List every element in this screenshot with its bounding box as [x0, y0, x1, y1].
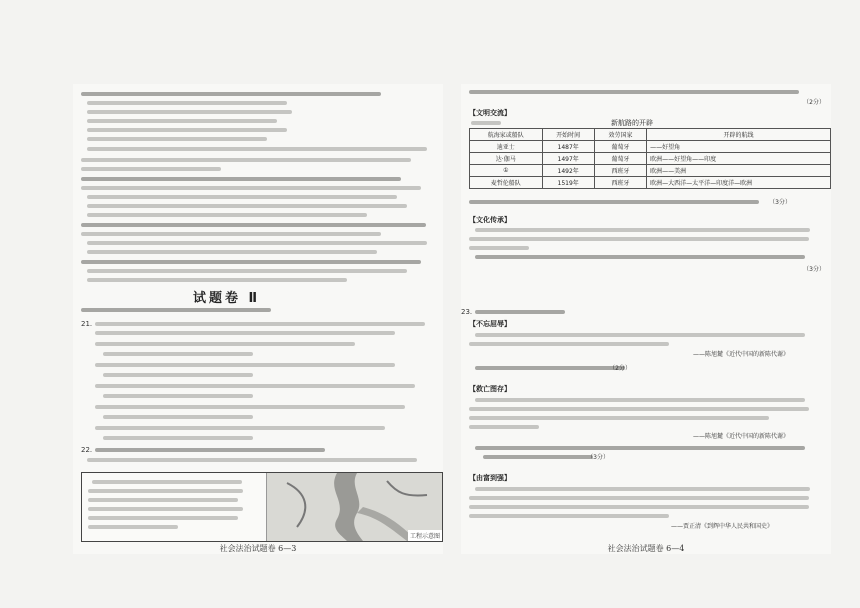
option-line — [87, 204, 407, 208]
material-line — [469, 246, 529, 250]
table-cell: 欧洲——好望角——印度 — [647, 153, 831, 165]
option-line — [87, 195, 397, 199]
statement-line — [95, 405, 405, 409]
choices-line — [87, 147, 427, 151]
material-line — [81, 167, 221, 171]
table-caption: 新航路的开辟 — [611, 119, 653, 127]
table-cell: 达·伽马 — [470, 153, 543, 165]
score: （3分） — [769, 199, 791, 206]
option-line — [87, 278, 347, 282]
option-line — [87, 110, 292, 114]
question-23-number: 23. — [461, 308, 473, 316]
question-2-line — [469, 200, 759, 204]
question-19-line — [81, 232, 381, 236]
question-19-line — [81, 223, 426, 227]
table-cell: 1492年 — [542, 165, 594, 177]
table-cell: ——好望角 — [647, 141, 831, 153]
statement-line — [95, 363, 395, 367]
project-map — [266, 473, 442, 541]
table-cell: 1519年 — [542, 177, 594, 189]
score: （3分） — [587, 454, 609, 461]
table-cell: 葡萄牙 — [594, 153, 646, 165]
table-cell: 西班牙 — [594, 177, 646, 189]
answer-line — [103, 373, 253, 377]
table-cell: 迪亚士 — [470, 141, 543, 153]
answer-line — [103, 415, 253, 419]
question-23-line — [475, 310, 565, 314]
question-21-line — [95, 331, 395, 335]
material-line — [469, 342, 669, 346]
question-21-line — [95, 322, 425, 326]
statement-line — [95, 426, 385, 430]
table-header: 开辟的航线 — [647, 129, 831, 141]
project-box — [81, 472, 443, 542]
table-cell: 欧洲——美洲 — [647, 165, 831, 177]
table-cell: 葡萄牙 — [594, 141, 646, 153]
page-footer: 社会法治试题卷 6—3 — [219, 544, 297, 553]
material-line — [81, 158, 411, 162]
material-line — [475, 398, 805, 402]
table-cell: ① — [470, 165, 543, 177]
choices-line — [87, 213, 367, 217]
question-22-number: 22. — [81, 446, 93, 454]
section-heading: 【由富到强】 — [469, 474, 511, 482]
question-line — [475, 446, 805, 450]
question-18-line — [81, 177, 401, 181]
question-line — [475, 366, 625, 370]
table-row — [470, 153, 831, 165]
question-17-line — [81, 92, 381, 96]
table-header: 开始时间 — [542, 129, 594, 141]
table-row — [470, 165, 831, 177]
table-cell: 1487年 — [542, 141, 594, 153]
option-line — [87, 101, 287, 105]
option-line — [87, 269, 407, 273]
statement-line — [95, 342, 355, 346]
material-label — [471, 121, 501, 125]
table-row — [470, 141, 831, 153]
answer-line — [103, 394, 253, 398]
material-line — [469, 496, 809, 500]
material-line — [469, 416, 769, 420]
table-cell: 1497年 — [542, 153, 594, 165]
question-22-line — [95, 448, 325, 452]
question-line — [483, 455, 593, 459]
map-caption: 工程示意图 — [408, 530, 442, 541]
score: （2分） — [609, 365, 631, 372]
option-line — [87, 128, 287, 132]
score: （2分） — [803, 99, 825, 106]
choices-line — [87, 241, 427, 245]
question-21-number: 21. — [81, 320, 93, 328]
project-text — [82, 473, 254, 541]
material-line — [469, 425, 539, 429]
table-row — [470, 177, 831, 189]
question-3-line — [475, 255, 805, 259]
page-footer: 社会法治试题卷 6—4 — [607, 544, 685, 553]
section-heading: 【文化传承】 — [469, 216, 511, 224]
material-line — [475, 333, 805, 337]
choices-line — [87, 250, 377, 254]
material-line — [475, 487, 810, 491]
material-line — [469, 514, 669, 518]
section-instructions — [81, 308, 271, 312]
quote-source: ——贾正清《到辉中华人民共和国史》 — [671, 523, 774, 530]
table-header: 效劳国家 — [594, 129, 646, 141]
quote-source: ——陈旭麓《近代中国的新陈代谢》 — [693, 351, 790, 358]
material-line — [469, 237, 809, 241]
left-exam-page — [73, 84, 443, 554]
option-line — [87, 119, 277, 123]
score: （3分） — [803, 266, 825, 273]
table-header-row — [470, 129, 831, 141]
statement-line — [95, 384, 415, 388]
material-line — [469, 505, 809, 509]
section-heading: 【救亡图存】 — [469, 385, 511, 393]
question-18-line — [81, 186, 421, 190]
table-header: 航海家或船队 — [470, 129, 543, 141]
material-line — [475, 228, 810, 232]
section-heading: 【文明交流】 — [469, 109, 511, 117]
table-cell: 麦哲伦船队 — [470, 177, 543, 189]
answer-line — [103, 352, 253, 356]
question-22-line — [87, 458, 417, 462]
table-cell: 欧洲—大西洋—太平洋—印度洋—欧洲 — [647, 177, 831, 189]
option-line — [87, 137, 267, 141]
section-heading: 【不忘屈辱】 — [469, 320, 511, 328]
route-table — [469, 128, 831, 189]
question-20-line — [81, 260, 421, 264]
question-1-line — [469, 90, 799, 94]
material-line — [469, 407, 809, 411]
answer-line — [103, 436, 253, 440]
quote-source: ——陈旭麓《近代中国的新陈代谢》 — [693, 433, 790, 440]
right-exam-page — [461, 84, 831, 554]
section-title: 试题卷 Ⅱ — [193, 291, 261, 306]
table-cell: 西班牙 — [594, 165, 646, 177]
